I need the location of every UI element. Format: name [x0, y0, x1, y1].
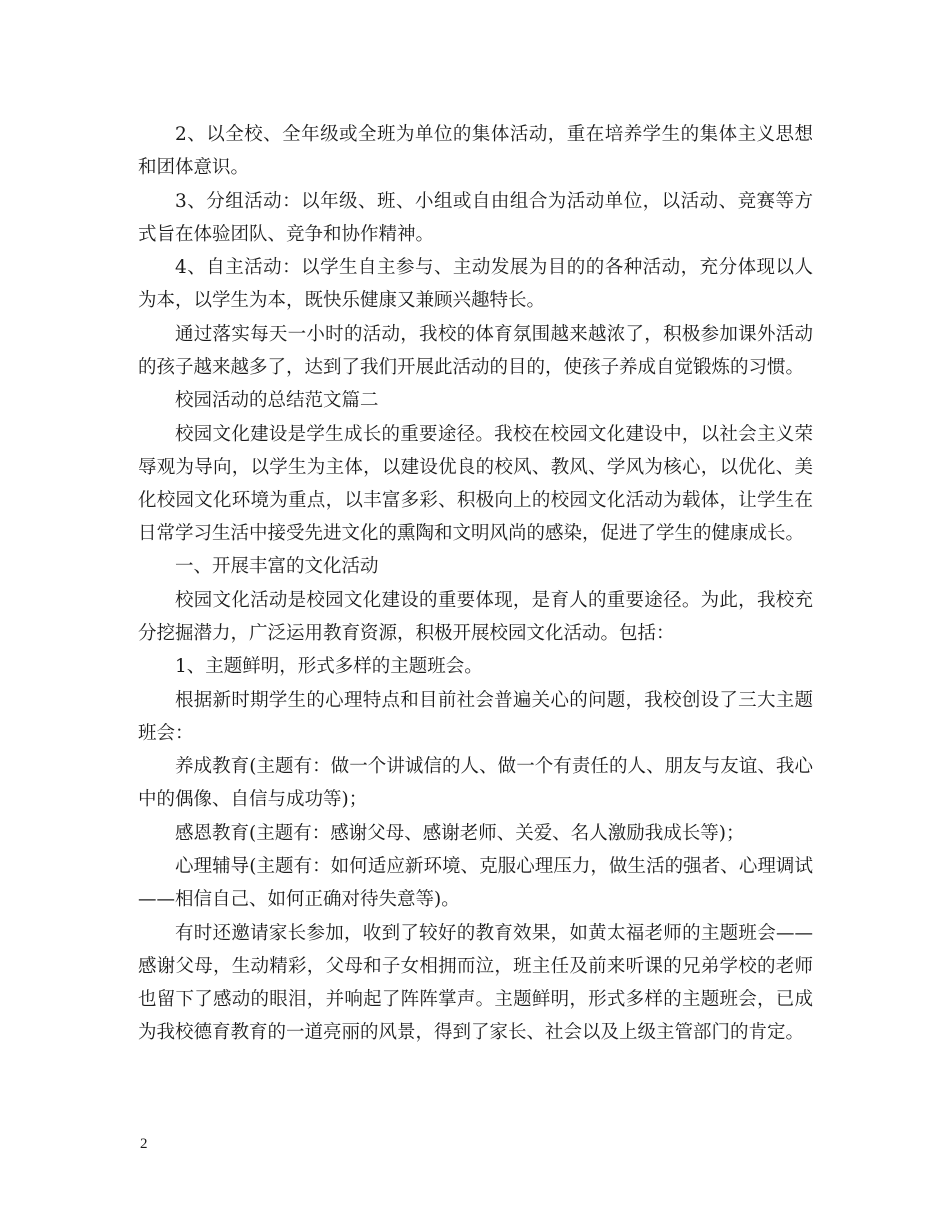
page-number: 2 [140, 1136, 148, 1152]
section-heading-activities: 一、开展丰富的文化活动 [175, 556, 379, 577]
paragraph-parent-participation: 有时还邀请家长参加，收到了较好的教育效果，如黄太福老师的主题班会——感谢父母，生动精彩，父母和子女相拥而泣，班主任及前来听课的兄弟学校的老师也留下了感动的眼泪，并响起了阵阵掌声。主题鲜明，形式多样的主题班会，已成为我校德育教育的一道亮丽的风景，得到了家长、社会以及上级主管部门的肯定。 [138, 922, 813, 1043]
paragraph-habit-education: 养成教育(主题有：做一个讲诚信的人、做一个有责任的人、朋友与友谊、我心中的偶像、自信与成功等)； [138, 756, 813, 810]
paragraph-item-3: 3、分组活动：以年级、班、小组或自由组合为活动单位，以活动、竞赛等方式旨在体验团队、竞争和协作精神。 [138, 190, 813, 245]
document-body [138, 118, 813, 1049]
section-heading-part-two: 校园活动的总结范文篇二 [175, 390, 379, 411]
paragraph-psychological-counseling: 心理辅导(主题有：如何适应新环境、克服心理压力，做生活的强者、心理调试——相信自己、如何正确对待失意等)。 [138, 856, 813, 910]
paragraph-campus-culture: 校园文化建设是学生成长的重要途径。我校在校园文化建设中，以社会主义荣辱观为导向，以学生为主体，以建设优良的校风、教风、学风为核心，以优化、美化校园文化环境为重点，以丰富多彩、积极向上的校园文化活动为载体，让学生在日常学习生活中接受先进文化的熏陶和文明风尚的感染，促进了学生的健康成长。 [138, 423, 813, 544]
paragraph-activities-intro: 校园文化活动是校园文化建设的重要体现，是育人的重要途径。为此，我校充分挖掘潜力，广泛运用教育资源，积极开展校园文化活动。包括： [138, 589, 813, 644]
paragraph-item-2: 2、以全校、全年级或全班为单位的集体活动，重在培养学生的集体主义思想和团体意识。 [138, 124, 813, 178]
paragraph-item-4: 4、自主活动：以学生自主参与、主动发展为目的的各种活动，充分体现以人为本，以学生为本，既快乐健康又兼顾兴趣特长。 [138, 257, 813, 311]
paragraph-class-meeting-intro: 根据新时期学生的心理特点和目前社会普遍关心的问题，我校创设了三大主题班会： [138, 689, 813, 744]
paragraph-gratitude-education: 感恩教育(主题有：感谢父母、感谢老师、关爱、名人激励我成长等)； [175, 822, 745, 844]
paragraph-class-meeting-title: 1、主题鲜明，形式多样的主题班会。 [175, 656, 483, 677]
paragraph-summary: 通过落实每天一小时的活动，我校的体育氛围越来越浓了，积极参加课外活动的孩子越来越多了，达到了我们开展此活动的目的，使孩子养成自觉锻炼的习惯。 [138, 323, 813, 378]
